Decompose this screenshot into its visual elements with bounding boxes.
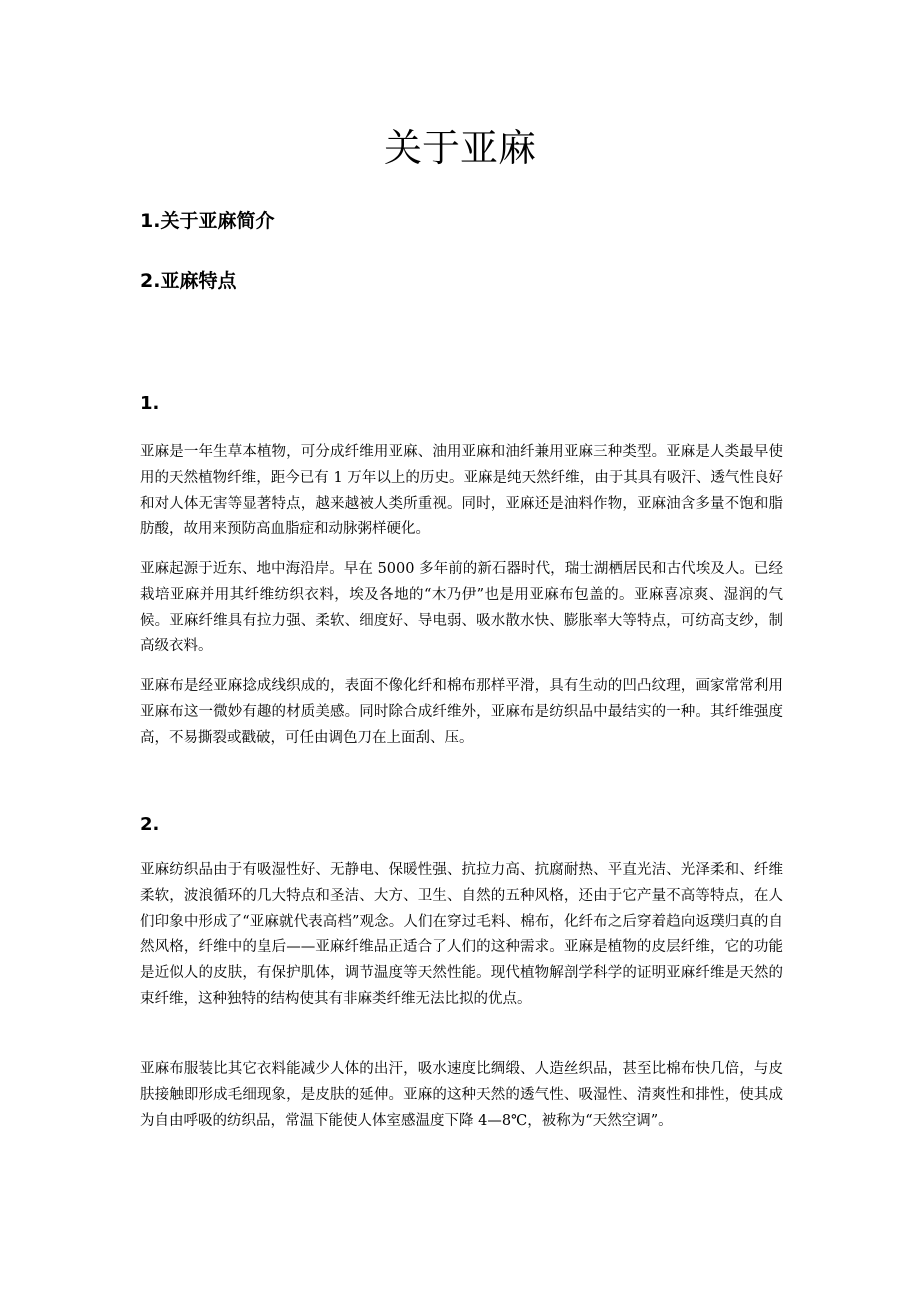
paragraph: 亚麻起源于近东、地中海沿岸。早在 5000 多年前的新石器时代，瑞士湖栖居民和古代埃及人。已经栽培亚麻并用其纤维纺织衣料，埃及各地的“木乃伊”也是用亚麻布包盖的。亚麻喜凉爽、湿润的气候。亚麻纤维具有拉力强、柔软、细度好、导电弱、吸水散水快、膨胀率大等特点，可纺高支纱，制高级衣料。	[140, 561, 783, 655]
toc-item-features: 2.亚麻特点	[140, 270, 237, 292]
document-title: 关于亚麻	[383, 126, 536, 170]
paragraph: 亚麻布服装比其它衣料能减少人体的出汗，吸水速度比绸缎、人造丝织品，甚至比棉布快几倍，与皮肤接触即形成毛细现象，是皮肤的延伸。亚麻的这种天然的透气性、吸湿性、清爽性和排性，使其成为自由呼吸的纺织品，常温下能使人体室感温度下降 4—8℃，被称为“天然空调”。	[140, 1061, 783, 1129]
section-heading-2: 2.	[140, 814, 160, 835]
toc-item-intro: 1.关于亚麻简介	[140, 210, 275, 232]
paragraph: 亚麻纺织品由于有吸湿性好、无静电、保暖性强、抗拉力高、抗腐耐热、平直光洁、光泽柔和、纤维柔软，波浪循环的几大特点和圣洁、大方、卫生、自然的五种风格，还由于它产量不高等特点，在人们印象中形成了“亚麻就代表高档”观念。人们在穿过毛料、棉布，化纤布之后穿着趋向返璞归真的自然风格，纤维中的皇后——亚麻纤维品正适合了人们的这种需求。亚麻是植物的皮层纤维，它的功能是近似人的皮肤，有保护肌体，调节温度等天然性能。现代植物解剖学科学的证明亚麻纤维是天然的束纤维，这种独特的结构使其有非麻类纤维无法比拟的优点。	[140, 862, 783, 1007]
paragraph: 亚麻布是经亚麻捻成线织成的，表面不像化纤和棉布那样平滑，具有生动的凹凸纹理，画家常常利用亚麻布这一微妙有趣的材质美感。同时除合成纤维外，亚麻布是纺织品中最结实的一种。其纤维强度高，不易撕裂或戳破，可任由调色刀在上面刮、压。	[140, 678, 783, 746]
paragraph: 亚麻是一年生草本植物，可分成纤维用亚麻、油用亚麻和油纤兼用亚麻三种类型。亚麻是人类最早使用的天然植物纤维，距今已有 1 万年以上的历史。亚麻是纯天然纤维，由于其具有吸汗、透气性良好和对人体无害等显著特点，越来越被人类所重视。同时，亚麻还是油料作物，亚麻油含多量不饱和脂肪酸，故用来预防高血脂症和动脉粥样硬化。	[140, 444, 783, 538]
section-heading-1: 1.	[140, 393, 160, 414]
